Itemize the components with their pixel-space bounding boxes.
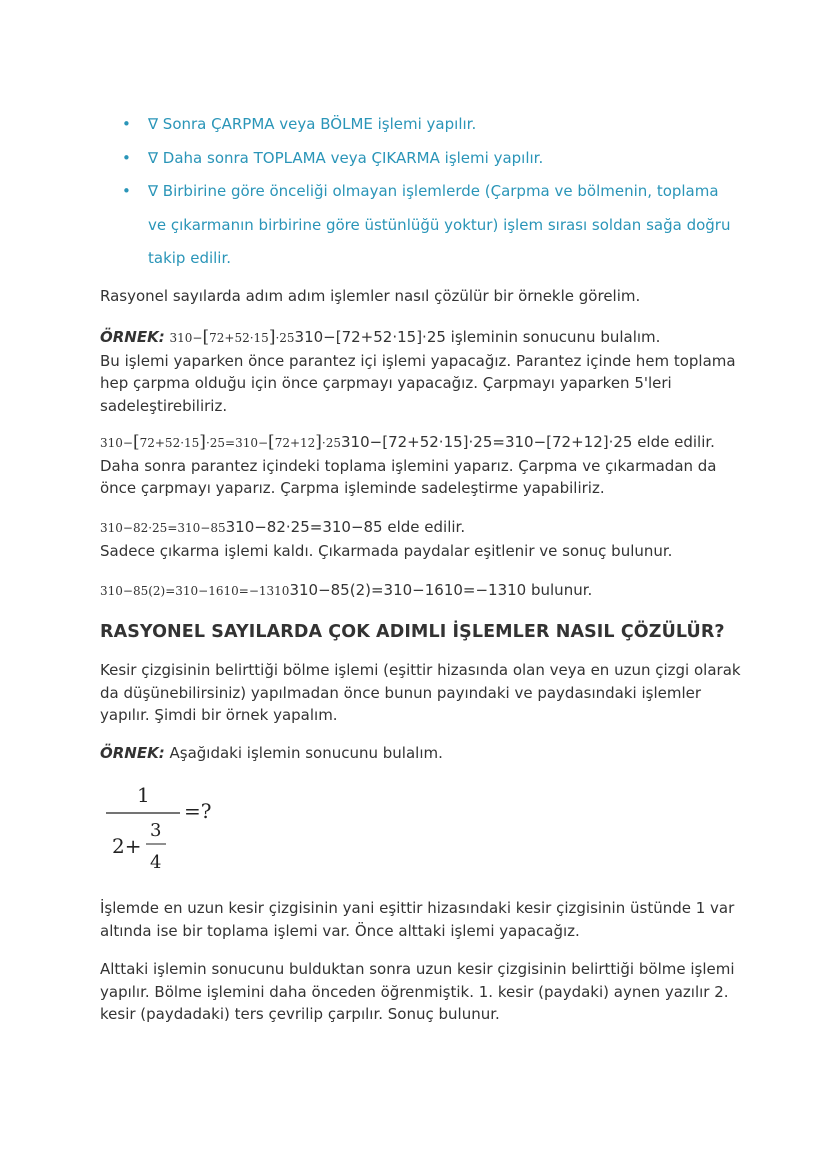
step-4-block [100, 579, 740, 603]
operation-order-list [100, 108, 740, 276]
intro-paragraph: Rasyonel sayılarda adım adım işlemler nasıl çözülür bir örnekle görelim. [100, 287, 641, 305]
bullet-marker: • [122, 182, 131, 200]
bullet-marker: • [122, 148, 131, 167]
paragraph-line: yapılır. Şimdi bir örnek yapalım. [100, 706, 338, 724]
example-2-text: Aşağıdaki işlemin sonucunu bulalım. [164, 744, 443, 762]
step-4-inline-text: 310−85(2)=310−1610=−1310 bulunur. [289, 581, 593, 599]
paragraph-line: kesir (paydadaki) ters çevrilip çarpılır. Sonuç bulunur. [100, 1005, 500, 1023]
paragraph-line: İşlemde en uzun kesir çizgisinin yani eşittir hizasındaki kesir çizgisinin üstünde 1 var [100, 899, 735, 917]
example-label: ÖRNEK: [100, 328, 165, 346]
inner-fraction-numerator: 3 [150, 820, 162, 841]
bullet-marker: • [122, 115, 131, 133]
example-2-statement [100, 742, 740, 765]
list-item-text: ∇ Sonra ÇARPMA veya BÖLME işlemi yapılır. [148, 115, 477, 133]
step-3-block [100, 516, 740, 562]
explanation-paragraph-1 [100, 897, 740, 942]
list-item-text: ve çıkarmanın birbirine göre üstünlüğü yoktur) işlem sırası soldan sağa doğru [148, 215, 731, 234]
list-item [100, 108, 740, 142]
fraction-numerator: 1 [137, 783, 150, 807]
fraction-denominator-whole: 2+ [112, 834, 142, 858]
paragraph-line: yapılır. Bölme işlemini daha önceden öğrenmiştik. 1. kesir (paydaki) aynen yazılır 2. [100, 982, 729, 1001]
paragraph-line: Bu işlemi yaparken önce parantez içi işlemi yapacağız. Parantez içinde hem toplama [100, 351, 736, 370]
list-item [100, 175, 740, 276]
math-expression: 310−[72+52·15]·25=310−[72+12]·25 [100, 432, 342, 452]
paragraph-line: Alttaki işlemin sonucunu bulduktan sonra uzun kesir çizgisinin belirttiği bölme işlemi [100, 960, 735, 978]
fraction-equals: =? [184, 799, 212, 823]
section-intro-paragraph [100, 659, 740, 727]
paragraph-line: Kesir çizgisinin belirttiği bölme işlemi (eşittir hizasında olan veya en uzun çizgi olarak [100, 661, 741, 679]
step-2-inline-text: 310−[72+52·15]·25=310−[72+12]·25 elde edilir. [341, 433, 715, 451]
paragraph-line: önce çarpmayı yaparız. Çarpma işleminde sadeleştirme yapabiliriz. [100, 479, 605, 497]
step-4-statement [100, 579, 740, 603]
list-item-text: ∇ Daha sonra TOPLAMA veya ÇIKARMA işlemi yapılır. [148, 148, 544, 167]
math-expression: 310−82·25=310−85 [100, 521, 226, 535]
paragraph-line: Daha sonra parantez içindeki toplama işlemini yaparız. Çarpma ve çıkarmadan da [100, 456, 717, 475]
section-heading: RASYONEL SAYILARDA ÇOK ADIMLI İŞLEMLER NASIL ÇÖZÜLÜR? [100, 622, 725, 642]
example-label: ÖRNEK: [100, 744, 165, 762]
step-3-statement [100, 516, 740, 540]
paragraph-line: sadeleştirebiliriz. [100, 396, 228, 415]
math-expression: 310−[72+52·15]·25 [169, 327, 295, 347]
paragraph-line: Sadece çıkarma işlemi kaldı. Çıkarmada paydalar eşitlenir ve sonuç bulunur. [100, 541, 673, 560]
step-2-statement [100, 431, 740, 455]
step-2-block [100, 431, 740, 500]
complex-fraction-figure [104, 780, 224, 880]
paragraph-line: altında ise bir toplama işlemi var. Önce alttaki işlemi yapacağız. [100, 921, 580, 940]
list-item-text: ∇ Birbirine göre önceliği olmayan işlemlerde (Çarpma ve bölmenin, toplama [148, 182, 719, 200]
list-item-text: takip edilir. [148, 249, 232, 267]
paragraph-line: hep çarpma olduğu için önce çarpmayı yapacağız. Çarpmayı yaparken 5'leri [100, 374, 672, 392]
example-1-statement [100, 326, 740, 350]
explanation-paragraph-2 [100, 958, 740, 1026]
inner-fraction-denominator: 4 [150, 852, 162, 873]
list-item [100, 142, 740, 176]
paragraph-line: da düşünebilirsiniz) yapılmadan önce bunun payındaki ve paydasındaki işlemler [100, 683, 702, 702]
example-1-inline-text: 310−[72+52·15]·25 işleminin sonucunu bulalım. [294, 328, 661, 346]
math-expression: 310−85(2)=310−1610=−1310 [100, 584, 290, 598]
example-1-block [100, 326, 740, 417]
step-3-inline-text: 310−82·25=310−85 elde edilir. [225, 518, 466, 536]
